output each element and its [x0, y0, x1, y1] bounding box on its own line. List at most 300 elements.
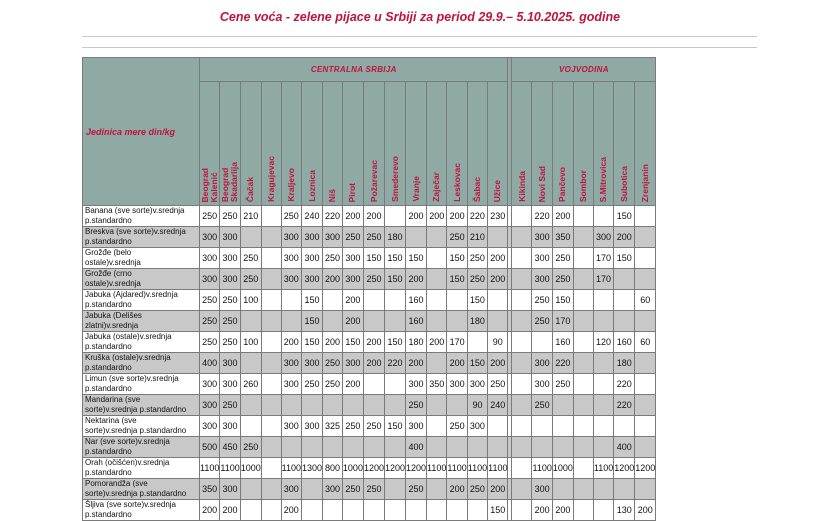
price-cell [323, 290, 343, 311]
price-cell [488, 227, 508, 248]
price-cell: 1200 [406, 458, 427, 479]
product-name [83, 248, 200, 269]
price-cell [342, 500, 363, 521]
price-cell [363, 500, 384, 521]
price-cell: 220 [467, 206, 487, 227]
price-cell [573, 416, 593, 437]
price-cell: 100 [240, 290, 261, 311]
page-title: Cene voća - zelene pijace u Srbiji za period 29.9.– 5.10.2025. godine [219, 10, 621, 24]
price-cell: 300 [342, 248, 363, 269]
price-cell: 1100 [532, 458, 552, 479]
price-cell [635, 479, 656, 500]
price-cell [512, 416, 532, 437]
price-cell: 250 [200, 206, 220, 227]
price-cell [363, 437, 384, 458]
city-name: Šabac [471, 176, 482, 202]
price-cell [261, 437, 281, 458]
price-cell: 150 [302, 290, 323, 311]
city-name: S.Mitrovica [598, 156, 609, 202]
table-row [83, 248, 656, 269]
price-cell [573, 248, 593, 269]
price-cell [635, 395, 656, 416]
price-cell: 250 [240, 248, 261, 269]
price-cell [384, 437, 405, 458]
price-cell: 150 [467, 353, 487, 374]
price-cell: 170 [552, 311, 573, 332]
price-cell: 1100 [427, 458, 447, 479]
city-header-central-8 [363, 82, 384, 206]
price-cell: 250 [302, 374, 323, 395]
product-name-line: p.standardno [85, 468, 132, 477]
city-header-central-2 [240, 82, 261, 206]
price-cell: 220 [323, 206, 343, 227]
city-name: Kikinda [516, 171, 527, 202]
price-cell [573, 458, 593, 479]
product-name-line: zlatni)v.srednja [85, 321, 139, 330]
city-header-central-14 [488, 82, 508, 206]
price-cell: 90 [467, 395, 487, 416]
price-cell: 1100 [593, 458, 613, 479]
city-name: Niš [327, 188, 338, 202]
price-cell: 300 [447, 374, 467, 395]
price-cell [512, 458, 532, 479]
price-cell: 300 [200, 395, 220, 416]
table-row [83, 206, 656, 227]
price-cell [302, 437, 323, 458]
price-cell: 250 [200, 290, 220, 311]
price-cell: 220 [532, 206, 552, 227]
price-cell [427, 437, 447, 458]
price-cell [573, 395, 593, 416]
price-cell: 300 [406, 416, 427, 437]
price-cell [614, 479, 635, 500]
price-cell [512, 374, 532, 395]
price-cell [384, 374, 405, 395]
price-cell: 200 [488, 248, 508, 269]
price-cell: 800 [323, 458, 343, 479]
price-cell [261, 479, 281, 500]
product-name-line: Pomorandža (sve [85, 479, 148, 488]
price-cell: 250 [363, 269, 384, 290]
price-cell: 60 [635, 332, 656, 353]
product-name-line: Kruška (ostale)v.srednja [85, 353, 171, 362]
city-header-vojvodina-1 [532, 82, 552, 206]
price-cell: 250 [220, 311, 240, 332]
price-cell: 250 [406, 395, 427, 416]
price-cell: 200 [635, 500, 656, 521]
price-cell: 200 [342, 374, 363, 395]
price-cell: 250 [200, 311, 220, 332]
price-cell [552, 437, 573, 458]
price-cell: 300 [302, 416, 323, 437]
price-cell [261, 416, 281, 437]
price-cell: 300 [200, 416, 220, 437]
city-name: Kragujevac [265, 156, 276, 202]
price-cell: 240 [302, 206, 323, 227]
price-cell: 200 [363, 206, 384, 227]
table-row [83, 227, 656, 248]
price-cell: 250 [488, 374, 508, 395]
product-name [83, 206, 200, 227]
price-cell: 400 [614, 437, 635, 458]
price-cell: 250 [467, 479, 487, 500]
price-cell: 150 [384, 332, 405, 353]
price-cell: 200 [427, 206, 447, 227]
table-row [83, 416, 656, 437]
product-name [83, 290, 200, 311]
price-cell: 300 [532, 248, 552, 269]
price-cell: 200 [406, 269, 427, 290]
table-row [83, 269, 656, 290]
price-cell: 200 [552, 206, 573, 227]
price-cell: 200 [488, 353, 508, 374]
city-name: Zaječar [431, 172, 442, 202]
product-name [83, 437, 200, 458]
table-row [83, 479, 656, 500]
price-cell: 100 [240, 332, 261, 353]
price-cell [635, 269, 656, 290]
price-cell: 1100 [220, 458, 240, 479]
price-cell: 300 [200, 374, 220, 395]
price-cell [512, 311, 532, 332]
price-cell: 180 [614, 353, 635, 374]
price-cell [384, 395, 405, 416]
price-cell: 150 [447, 269, 467, 290]
price-cell: 90 [488, 332, 508, 353]
city-header-central-1 [220, 82, 240, 206]
price-cell: 150 [342, 332, 363, 353]
price-cell [261, 374, 281, 395]
price-cell [512, 353, 532, 374]
price-cell: 260 [240, 374, 261, 395]
price-cell [552, 416, 573, 437]
product-name-line: sorte)v.srednja p.standardno [85, 405, 187, 414]
product-name-line: sorte)v.srednja p.standardno [85, 489, 187, 498]
price-cell [281, 437, 301, 458]
price-cell: 250 [532, 311, 552, 332]
price-cell: 220 [614, 395, 635, 416]
price-cell: 200 [488, 479, 508, 500]
city-header-central-7 [342, 82, 363, 206]
product-name [83, 416, 200, 437]
price-cell [240, 353, 261, 374]
price-cell: 250 [447, 416, 467, 437]
price-cell [427, 311, 447, 332]
price-cell: 300 [220, 416, 240, 437]
price-cell: 300 [302, 353, 323, 374]
price-cell: 150 [406, 248, 427, 269]
city-header-vojvodina-0 [512, 82, 532, 206]
price-cell [573, 269, 593, 290]
product-name-line: p.standardno [85, 510, 132, 519]
price-cell: 300 [323, 227, 343, 248]
product-name [83, 374, 200, 395]
price-cell [427, 353, 447, 374]
price-cell: 300 [220, 227, 240, 248]
table-row [83, 353, 656, 374]
price-cell [427, 500, 447, 521]
product-name [83, 395, 200, 416]
price-cell: 1200 [363, 458, 384, 479]
price-cell [593, 290, 613, 311]
price-cell [281, 290, 301, 311]
price-cell [635, 227, 656, 248]
price-cell [240, 479, 261, 500]
city-name: Loznica [306, 170, 317, 202]
price-cell: 250 [220, 332, 240, 353]
price-cell: 200 [532, 500, 552, 521]
table-row [83, 374, 656, 395]
price-cell [573, 206, 593, 227]
price-cell: 200 [447, 479, 467, 500]
price-cell: 300 [342, 353, 363, 374]
product-name-line: p.standardno [85, 384, 132, 393]
price-cell: 300 [302, 227, 323, 248]
price-cell: 250 [323, 374, 343, 395]
price-cell: 200 [220, 500, 240, 521]
price-cell: 250 [240, 437, 261, 458]
product-name [83, 332, 200, 353]
price-cell: 150 [614, 206, 635, 227]
price-cell: 1200 [384, 458, 405, 479]
price-cell: 160 [406, 290, 427, 311]
price-cell: 200 [488, 269, 508, 290]
price-cell [573, 227, 593, 248]
price-cell: 300 [281, 227, 301, 248]
price-cell: 200 [363, 332, 384, 353]
price-cell: 1100 [467, 458, 487, 479]
price-cell: 250 [220, 206, 240, 227]
price-cell [467, 500, 487, 521]
city-name: Novi Sad [536, 165, 547, 202]
price-cell [552, 479, 573, 500]
price-cell [467, 437, 487, 458]
price-cell: 300 [342, 269, 363, 290]
product-name-line: Nektarina (sve [85, 416, 137, 425]
price-cell: 120 [593, 332, 613, 353]
price-cell: 450 [220, 437, 240, 458]
price-cell: 170 [447, 332, 467, 353]
price-cell [573, 332, 593, 353]
price-cell [512, 290, 532, 311]
price-cell: 250 [323, 248, 343, 269]
product-name-line: p.standardno [85, 237, 132, 246]
price-cell [532, 416, 552, 437]
price-cell: 150 [384, 248, 405, 269]
product-name-line: Limun (sve sorte)v.srednja [85, 374, 179, 383]
price-cell: 150 [552, 290, 573, 311]
price-cell [302, 479, 323, 500]
price-cell: 300 [281, 353, 301, 374]
price-cell [342, 395, 363, 416]
table-row [83, 290, 656, 311]
price-cell [635, 311, 656, 332]
product-name [83, 458, 200, 479]
city-header-vojvodina-6 [635, 82, 656, 206]
price-cell [467, 332, 487, 353]
price-cell [512, 269, 532, 290]
price-cell [427, 269, 447, 290]
price-cell: 250 [447, 227, 467, 248]
price-cell: 150 [384, 416, 405, 437]
price-cell [573, 311, 593, 332]
price-cell [593, 416, 613, 437]
price-cell: 300 [200, 248, 220, 269]
price-cell [635, 416, 656, 437]
city-header-vojvodina-2 [552, 82, 573, 206]
price-cell [427, 290, 447, 311]
price-cell: 250 [240, 269, 261, 290]
price-cell [593, 374, 613, 395]
product-name [83, 479, 200, 500]
price-cell [512, 500, 532, 521]
price-cell: 150 [302, 332, 323, 353]
price-cell: 1200 [635, 458, 656, 479]
price-cell: 325 [323, 416, 343, 437]
price-cell [488, 311, 508, 332]
price-cell: 400 [200, 353, 220, 374]
price-cell: 300 [532, 479, 552, 500]
price-cell: 1100 [488, 458, 508, 479]
city-header-central-3 [261, 82, 281, 206]
price-cell [363, 311, 384, 332]
product-name-line: p.standardno [85, 216, 132, 225]
price-cell: 250 [220, 395, 240, 416]
price-cell: 160 [406, 311, 427, 332]
price-cell [488, 416, 508, 437]
price-cell: 200 [200, 500, 220, 521]
price-cell [323, 395, 343, 416]
table-row [83, 500, 656, 521]
price-cell [635, 374, 656, 395]
price-cell: 250 [532, 395, 552, 416]
price-cell [447, 290, 467, 311]
price-cell: 300 [220, 479, 240, 500]
price-cell [532, 437, 552, 458]
price-cell: 250 [363, 416, 384, 437]
price-cell: 1000 [240, 458, 261, 479]
price-table [82, 57, 656, 521]
price-cell [261, 290, 281, 311]
price-cell: 200 [406, 206, 427, 227]
price-cell [512, 437, 532, 458]
price-cell [261, 311, 281, 332]
price-cell: 1100 [200, 458, 220, 479]
price-cell: 160 [552, 332, 573, 353]
price-cell [427, 479, 447, 500]
price-cell: 250 [552, 248, 573, 269]
price-cell: 350 [200, 479, 220, 500]
price-cell [593, 479, 613, 500]
price-cell [384, 311, 405, 332]
city-header-central-9 [384, 82, 405, 206]
price-cell: 300 [532, 227, 552, 248]
price-cell: 150 [447, 248, 467, 269]
price-cell [363, 374, 384, 395]
price-cell: 300 [467, 416, 487, 437]
price-cell [488, 437, 508, 458]
price-cell: 200 [614, 227, 635, 248]
price-cell: 160 [614, 332, 635, 353]
price-cell [302, 395, 323, 416]
price-cell: 250 [467, 269, 487, 290]
price-cell: 1000 [342, 458, 363, 479]
price-cell: 170 [593, 248, 613, 269]
price-cell: 300 [220, 374, 240, 395]
price-cell: 350 [552, 227, 573, 248]
price-cell: 300 [281, 269, 301, 290]
price-cell: 210 [467, 227, 487, 248]
divider [82, 47, 757, 48]
price-cell [512, 479, 532, 500]
product-name-line: Šljiva (sve sorte)v.srednja [85, 500, 176, 509]
price-cell [427, 416, 447, 437]
price-cell: 1100 [447, 458, 467, 479]
price-cell [261, 206, 281, 227]
price-cell [614, 311, 635, 332]
city-name: Užice [492, 179, 503, 202]
price-cell [261, 269, 281, 290]
price-cell [573, 500, 593, 521]
price-cell: 250 [363, 227, 384, 248]
city-header-central-10 [406, 82, 427, 206]
price-cell [342, 437, 363, 458]
price-cell: 250 [200, 332, 220, 353]
price-cell: 300 [532, 374, 552, 395]
city-header-vojvodina-4 [593, 82, 613, 206]
price-cell [261, 227, 281, 248]
city-name: Požarevac [368, 159, 379, 202]
city-name: Beograd Kalenić [199, 167, 219, 202]
price-cell [261, 248, 281, 269]
price-cell: 200 [323, 332, 343, 353]
price-cell [302, 500, 323, 521]
price-cell: 200 [406, 353, 427, 374]
price-cell [240, 416, 261, 437]
table-row [83, 311, 656, 332]
price-cell: 500 [200, 437, 220, 458]
price-cell [573, 374, 593, 395]
price-cell [384, 290, 405, 311]
price-cell: 250 [552, 269, 573, 290]
city-name: Subotica [618, 166, 629, 202]
city-header-vojvodina-5 [614, 82, 635, 206]
price-cell [635, 437, 656, 458]
price-cell: 150 [384, 269, 405, 290]
price-cell: 150 [488, 500, 508, 521]
price-cell: 300 [281, 248, 301, 269]
product-name-line: sorte)v.srednja p.standardno [85, 426, 187, 435]
city-name: Smederevo [389, 156, 400, 202]
price-cell [240, 395, 261, 416]
city-name: Vranje [410, 176, 421, 202]
table-row [83, 437, 656, 458]
price-cell [593, 437, 613, 458]
price-cell [447, 395, 467, 416]
price-cell [635, 248, 656, 269]
price-cell: 200 [427, 332, 447, 353]
product-name-line: Breskva (sve sorte)v.srednja [85, 227, 186, 236]
price-cell: 250 [281, 206, 301, 227]
table-body [83, 206, 656, 521]
price-cell: 200 [281, 332, 301, 353]
product-name [83, 227, 200, 248]
price-cell [406, 500, 427, 521]
price-cell: 300 [281, 479, 301, 500]
price-cell [261, 458, 281, 479]
price-cell [427, 248, 447, 269]
price-cell: 230 [488, 206, 508, 227]
